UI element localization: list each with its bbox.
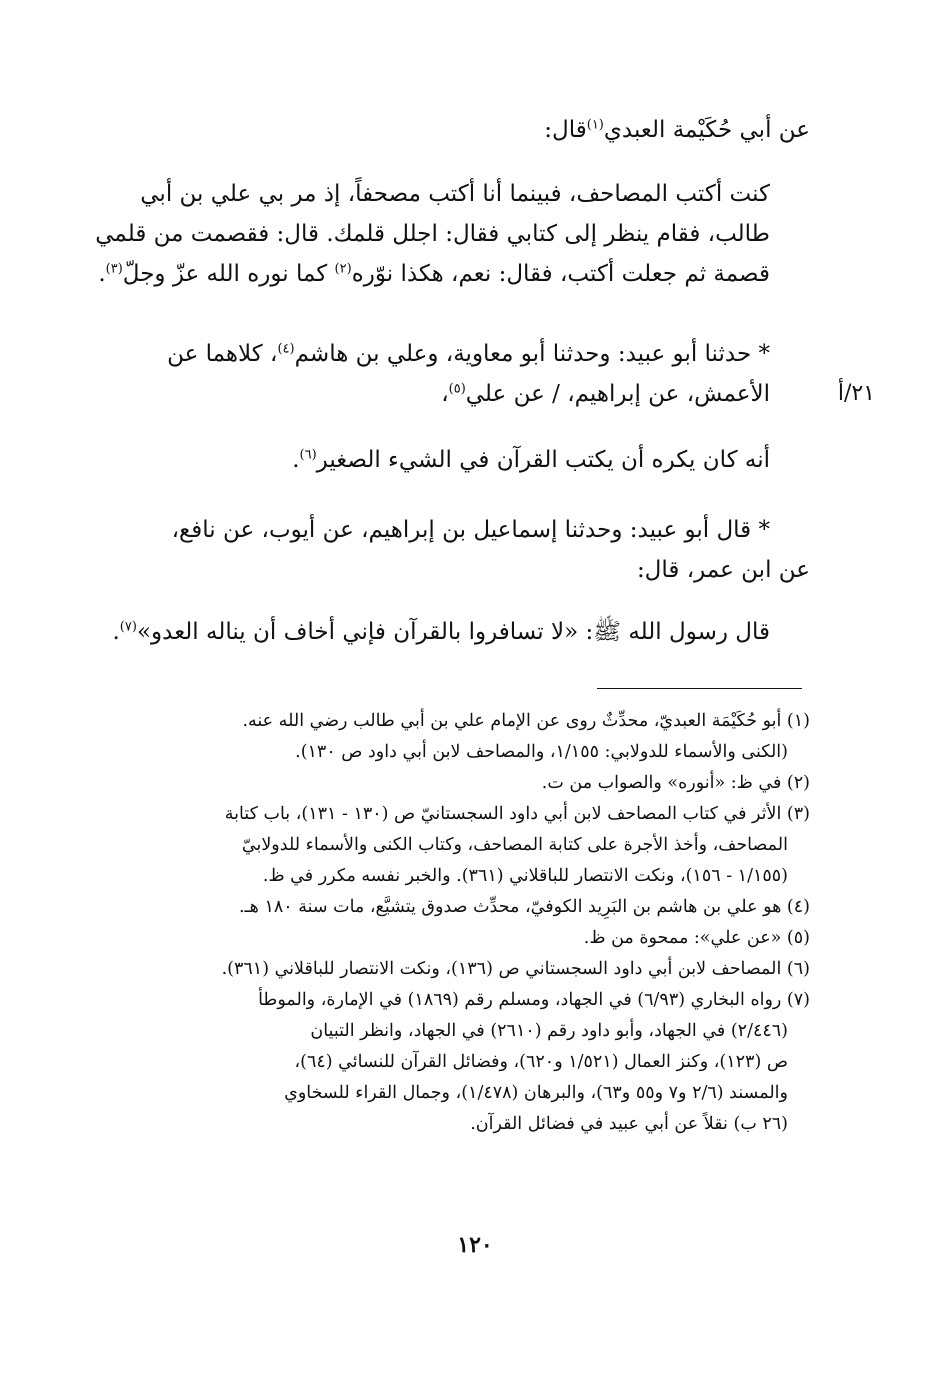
- footnote-line: (٧) رواه البخاري (٦/٩٣) في الجهاد، ومسلم رقم (١٨٦٩) في الإمارة، والموطأ: [258, 990, 810, 1010]
- page-number: ١٢٠: [457, 1232, 493, 1258]
- paragraph-5: [90, 612, 810, 652]
- heading-tail: قال:: [544, 117, 587, 143]
- paragraph-line-text: * حدثنا أبو عبيد: وحدثنا أبو معاوية، وعلي بن هاشم: [294, 341, 770, 367]
- paragraph-end: .: [98, 261, 106, 287]
- paragraph-line: طالب، فقام ينظر إلى كتابي فقال: اجلل قلمك. قال: فقصمت من قلمي: [95, 221, 770, 247]
- footnote-line: (٤) هو علي بن هاشم بن البَرِيد الكوفيّ، محدِّث صدوق يتشيَّع، مات سنة ١٨٠ هـ.: [238, 897, 810, 917]
- paragraph-line: [90, 254, 770, 294]
- footnote-line: ص (١٢٣)، وكنز العمال (١/٥٢١ و٦٢٠)، وفضائل القرآن للنسائي (٦٤)،: [294, 1052, 788, 1072]
- paragraph-line: [90, 334, 770, 374]
- paragraph-line: * قال أبو عبيد: وحدثنا إسماعيل بن إبراهيم، عن أيوب، عن نافع،: [171, 517, 770, 543]
- paragraph-line-text: كما نوره الله عزّ وجلّ: [122, 261, 335, 287]
- paragraph-line-text: الأعمش، عن إبراهيم، / عن علي: [465, 381, 770, 407]
- paragraph-line: عن ابن عمر، قال:: [636, 557, 810, 583]
- paragraph-line: [90, 440, 770, 480]
- manuscript-folio-marker: ٢١/أ: [837, 381, 875, 406]
- footnote-line: (٦) المصاحف لابن أبي داود السجستاني ص (١٣٦)، ونكت الانتصار للباقلاني (٣٦١).: [221, 959, 810, 979]
- paragraph-line: [90, 612, 770, 652]
- footnote-ref-4: (٤): [277, 341, 295, 357]
- paragraph-line-text: ،: [441, 381, 449, 407]
- paragraph-line-text: ، كلاهما عن: [167, 341, 278, 367]
- footnote-ref-1: (١): [586, 117, 604, 133]
- footnote-line: (٢/٤٤٦) في الجهاد، وأبو داود رقم (٢٦١٠) في الجهاد، وانظر التبيان: [310, 1021, 788, 1041]
- paragraph-line-text: قصمة ثم جعلت أكتب، فقال: نعم، هكذا نوّره: [351, 261, 770, 287]
- footnote-ref-3: (٣): [105, 261, 123, 277]
- paragraph-end: .: [112, 619, 120, 645]
- paragraph-line: [90, 374, 770, 414]
- footnote-line: والمسند (٢/٦ و٧ و٥٥ و٦٣)، والبرهان (١/٤٧٨)، وجمال القراء للسخاوي: [284, 1083, 788, 1103]
- footnote-line: (٣) الأثر في كتاب المصاحف لابن أبي داود السجستانيّ ص (١٣٠ - ١٣١)، باب كتابة: [224, 804, 810, 824]
- footnote-separator: [597, 688, 802, 689]
- footnote-line: (٢٦ ب) نقلاً عن أبي عبيد في فضائل القرآن.: [470, 1114, 788, 1134]
- paragraph-line: كنت أكتب المصاحف، فبينما أنا أكتب مصحفاً، إذ مر بي علي بن أبي: [140, 181, 770, 207]
- footnote-ref-2: (٢): [334, 261, 352, 277]
- heading-text: عن أبي حُكَيْمة العبدي: [603, 117, 810, 143]
- footnote-line: (١) أبو حُكَيْمَة العبديّ، محدِّثٌ روى عن الإمام علي بن أبي طالب رضي الله عنه.: [242, 711, 810, 731]
- footnotes: [120, 706, 810, 1140]
- footnote-line: (٥) «عن علي»: ممحوة من ظ.: [583, 928, 810, 948]
- footnote-line: (الكنى والأسماء للدولابي: ١/١٥٥، والمصاحف لابن أبي داود ص ١٣٠).: [295, 742, 788, 762]
- paragraph-end: .: [292, 447, 300, 473]
- footnote-line: المصاحف، وأخذ الأجرة على كتابة المصاحف، وكتاب الكنى والأسماء للدولابيّ: [241, 835, 788, 855]
- footnote-ref-5: (٥): [448, 381, 466, 397]
- paragraph-4: [90, 510, 810, 590]
- paragraph-2: [90, 334, 810, 414]
- footnote-line: (٢) في ظ: «أنوره» والصواب من ت.: [541, 773, 810, 793]
- paragraph-1: [90, 174, 810, 294]
- paragraph-3: [90, 440, 810, 480]
- paragraph-line-text: قال رسول الله ﷺ: «لا تسافروا بالقرآن فإني أخاف أن يناله العدو»: [136, 619, 770, 645]
- footnote-ref-7: (٧): [119, 619, 137, 635]
- paragraph-line-text: أنه كان يكره أن يكتب القرآن في الشيء الصغير: [316, 447, 770, 473]
- footnote-ref-6: (٦): [299, 447, 317, 463]
- footnote-line: (١/١٥٥ - ١٥٦)، ونكت الانتصار للباقلاني (٣٦١). والخبر نفسه مكرر في ظ.: [262, 866, 788, 886]
- section-heading: [130, 110, 810, 150]
